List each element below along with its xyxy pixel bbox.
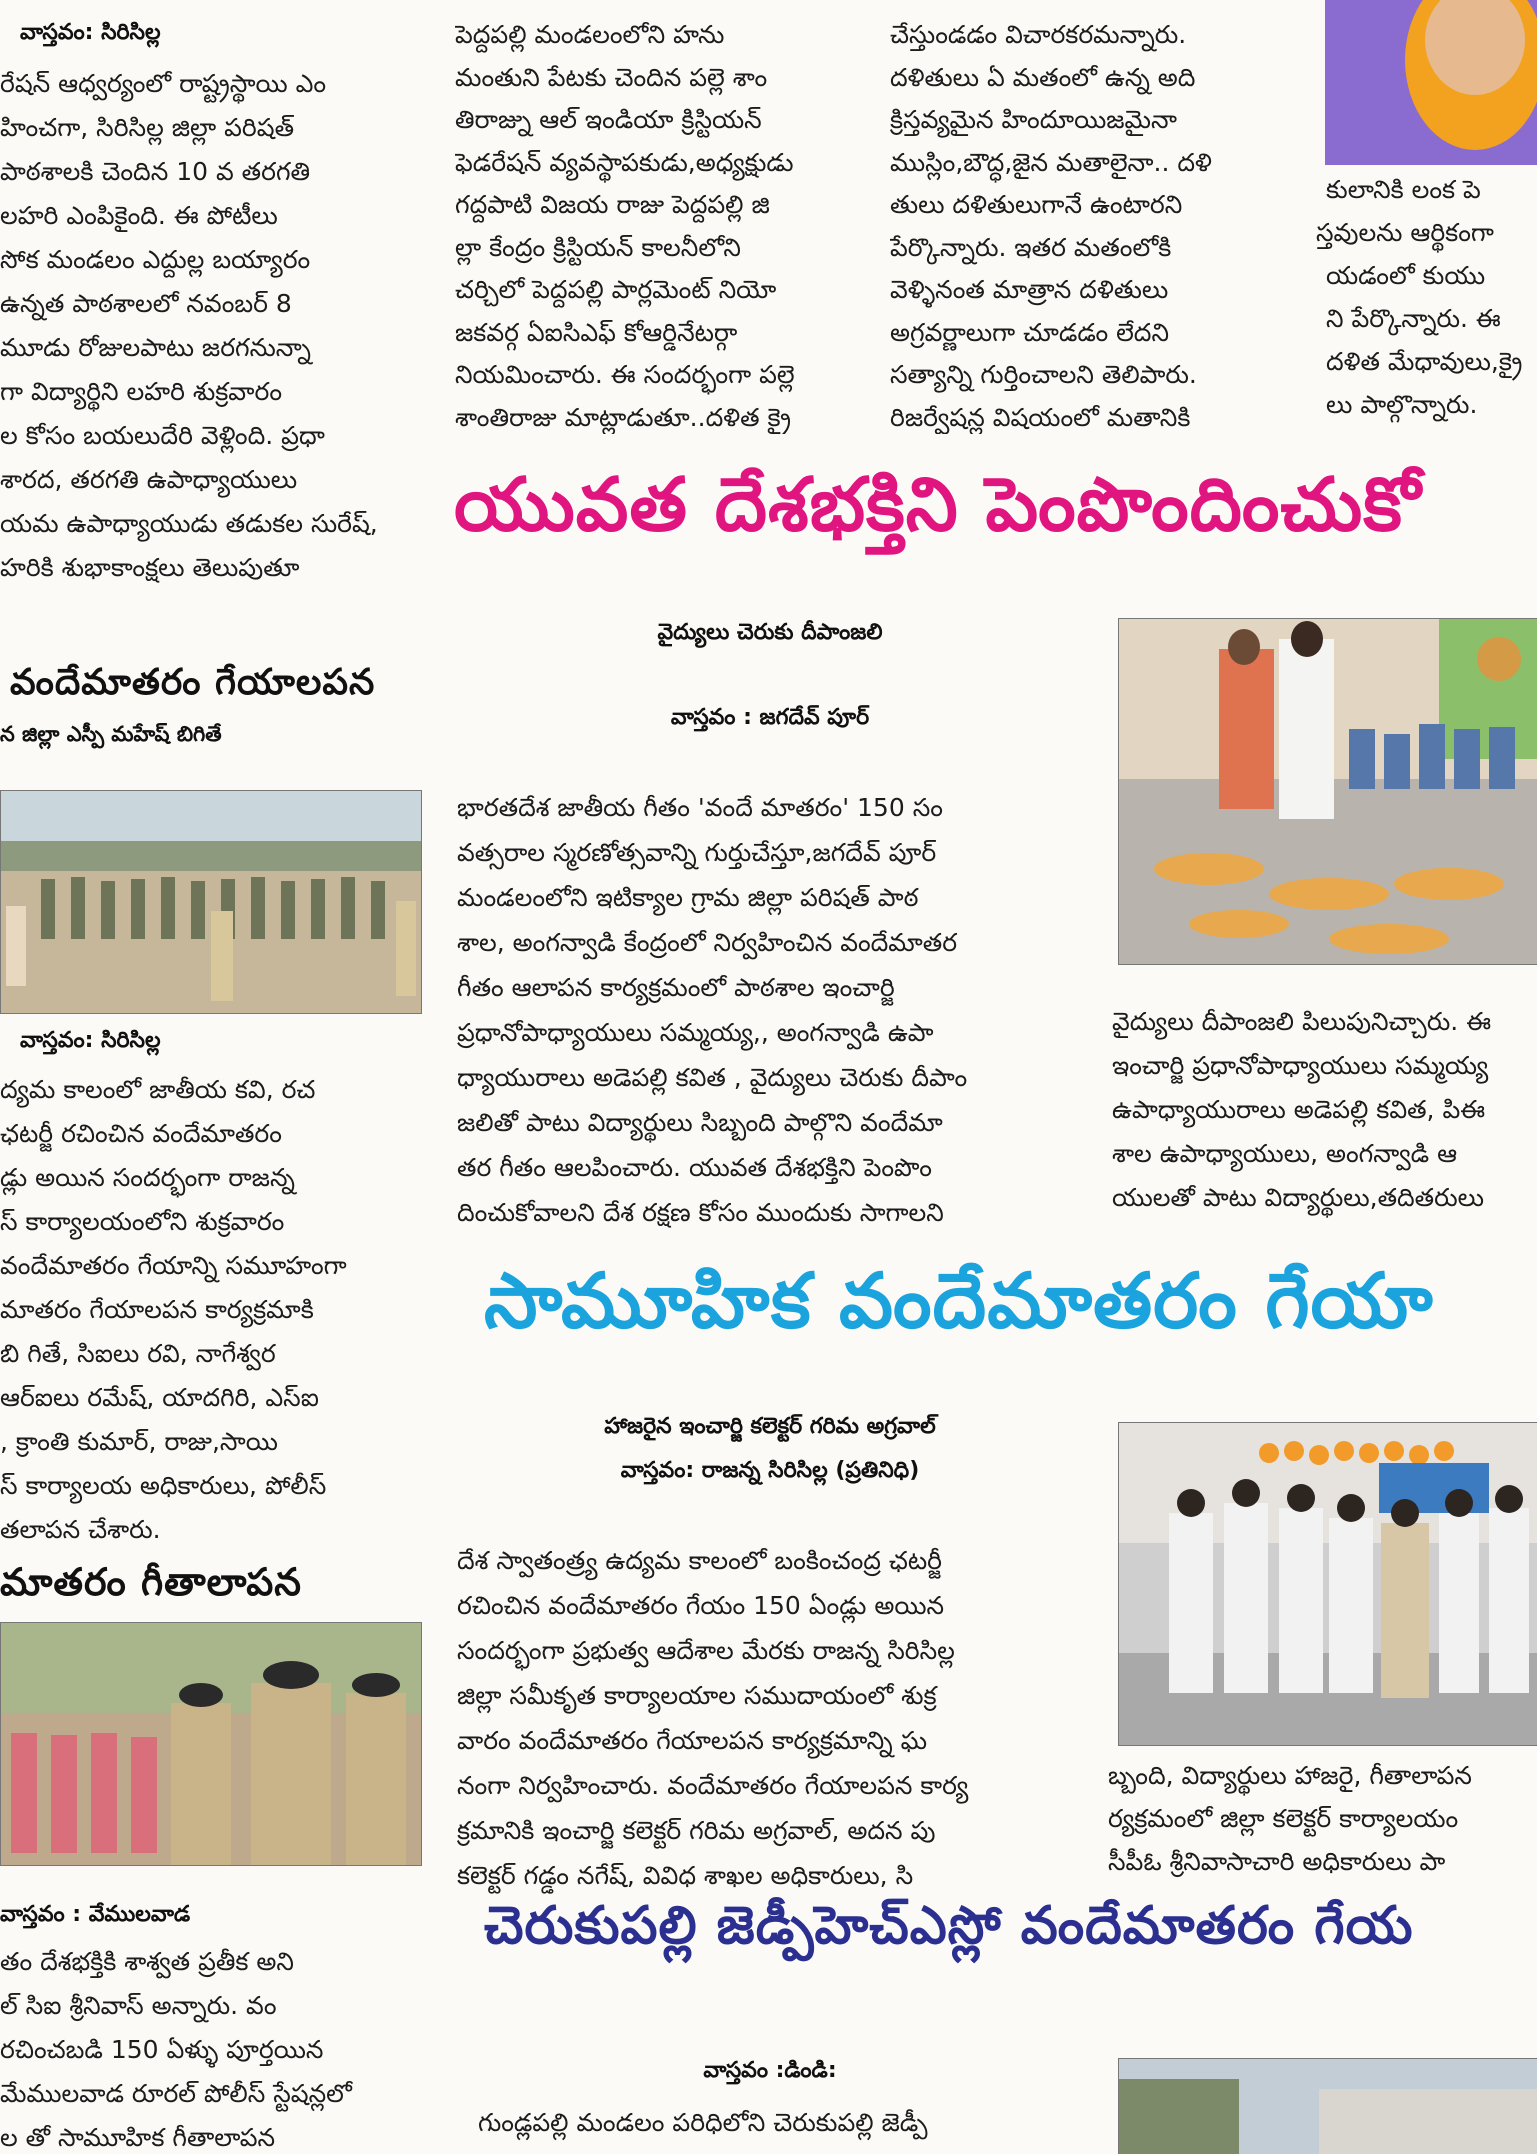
text-line: దేశ స్వాతంత్ర్య ఉద్యమ కాలంలో బంకించంద్ర ఛటర్జీ [457,1546,942,1575]
story-b-body [457,1538,968,1898]
story-c-byline: వాస్తవం :డిండి: [703,2058,837,2083]
text-line: ఫెడరేషన్ వ్యవస్థాపకుడు,అధ్యక్షుడు [455,147,794,177]
top-column-2 [890,14,1310,434]
text-line: పెద్దపల్లి మండలంలోని హను [455,20,725,49]
text-line: యమ ఉపాధ్యాయుడు తడుకల సురేష్, [0,509,378,538]
top-column-1 [455,14,875,434]
text-line: సీపీఓ శ్రీనివాసాచారి అధికారులు పా [1108,1847,1446,1876]
text-line: వైద్యులు దీపాంజలి పిలుపునిచ్చారు. ఈ [1112,1007,1492,1036]
text-line: పేర్కొన్నారు. ఇతర మతంలోకి [890,232,1172,262]
text-line: తులు దళితులుగానే ఉంటారని [890,190,1183,219]
text-line: డ్లు అయిన సందర్భంగా రాజన్న [0,1163,295,1192]
text-line: జిల్లా సమీకృత కార్యాలయాల సముదాయంలో శుక్ర [457,1681,937,1710]
text-line: తలాపన చేశారు. [0,1515,161,1544]
text-line: క్రిస్తవ్యమైన హిందూయిజమైనా [890,105,1177,134]
story-c-body [478,2100,928,2145]
left-column [0,0,430,2153]
text-line: అగ్రవర్ణాలుగా చూడడం లేదని [890,317,1169,347]
text-line: గా విద్యార్థిని లహరి శుక్రవారం [0,377,282,406]
text-line: హించగా, సిరిసిల్ల జిల్లా పరిషత్ [0,113,295,142]
story-a-body [457,785,967,1235]
text-line: తం దేశభక్తికి శాశ్వత ప్రతీక అని [0,1947,294,1976]
text-line: వెళ్ళినంత మాత్రాన దళితులు [890,275,1169,304]
text-line: ఛటర్జీ రచించిన వందేమాతరం [0,1119,282,1148]
text-line: మేములవాడ రూరల్ పోలీస్ స్టేషన్లలో [0,2079,352,2108]
text-line: బి గితే, సిఐలు రవి, నాగేశ్వర [0,1339,276,1368]
text-line: ఉన్నత పాఠశాలలో నవంబర్ 8 [0,289,292,318]
text-line: తిరాజ్ను ఆల్ ఇండియా క్రిస్టియన్ [455,105,762,134]
left-story3-headline: మాతరం గీతాలాపన [0,1560,302,1604]
text-line: చేస్తుండడం విచారకరమన్నారు. [890,20,1187,49]
left-story2-sub: న జిల్లా ఎస్పీ మహేష్ బిగితే [0,722,222,746]
left-story3-body [0,1940,352,2153]
text-line: గుండ్లపల్లి మండలం పరిధిలోని చెరుకుపల్లి జెడ్పీ [478,2108,928,2137]
story-b-byline-1: హాజరైన ఇంచార్జి కలెక్టర్ గరిమ అగ్రవాల్ [604,1414,936,1439]
text-line: సత్యాన్ని గుర్తించాలని తెలిపారు. [890,360,1197,389]
text-line: శాల ఉపాధ్యాయులు, అంగన్వాడి ఆ [1112,1139,1458,1168]
text-line: జలితో పాటు విద్యార్థులు సిబ్బంది పాల్గొని వందేమా [457,1108,943,1137]
text-line: గద్దపాటి విజయ రాజు పెద్దపల్లి జి [455,190,770,219]
text-line: రిజర్వేషన్ల విషయంలో మతానికి [890,402,1191,432]
text-line: ఆర్ఐలు రమేష్, యాదగిరి, ఎస్ఐ [0,1383,319,1412]
text-line: పాఠశాలకి చెందిన 10 వ తరగతి [0,157,311,186]
text-line: శారద, తరగతి ఉపాధ్యాయులు [0,465,298,494]
text-line: మండలంలోని ఇటిక్యాల గ్రామ జిల్లా పరిషత్ పాఠ [457,883,919,912]
text-line: మంతుని పేటకు చెందిన పల్లె శాం [455,62,768,92]
text-line: స్ కార్యాలయంలోని శుక్రవారం [0,1207,285,1236]
text-line: మూడు రోజులపాటు జరగనున్నా [0,333,311,362]
text-line: శాల, అంగన్వాడి కేంద్రంలో నిర్వహించిన వందేమాతర [457,928,958,957]
text-line: సందర్భంగా ప్రభుత్వ ఆదేశాల మేరకు రాజన్న సిరిసిల్ల [457,1636,955,1665]
anganwadi-children-photo [1118,618,1537,965]
text-line: ఇంచార్జి ప్రధానోపాధ్యాయులు సమ్మయ్య [1112,1051,1489,1080]
text-line: దళితులు ఏ మతంలో ఉన్న అది [890,62,1196,92]
story-a-byline-1: వైద్యులు చెరుకు దీపాంజలి [657,620,883,645]
text-line: ధ్యాయురాలు అడెపల్లి కవిత , వైద్యులు చెరుకు దీపాం [457,1063,968,1092]
text-line: వందేమాతరం గేయాన్ని సమూహంగా [0,1251,347,1280]
left-top-body [0,62,378,590]
left-story2-body [0,1068,347,1552]
text-line: తర గీతం ఆలపించారు. యువత దేశభక్తిని పెంపొం [457,1153,932,1182]
text-line: , క్రాంతి కుమార్, రాజు,సాయి [0,1427,278,1456]
text-line: కులానికి లంక పె [1326,175,1481,204]
top-column-3 [1310,168,1537,438]
story-b-headline: సామూహిక వందేమాతరం గేయా [484,1256,1434,1345]
police-parade-photo [0,790,422,1014]
text-line: ల కోసం బయలుదేరి వెళ్లింది. ప్రధా [0,421,325,450]
left-story2-byline: వాస్తవం: సిరిసిల్ల [20,1028,161,1053]
story-a-right-body [1112,1000,1537,1220]
left-story3-byline: వాస్తవం : వేములవాడ [0,1902,191,1927]
text-line: ని పేర్కొన్నారు. ఈ [1326,304,1501,333]
text-line: చర్చిలో పెద్దపల్లి పార్లమెంట్ నియో [455,275,777,304]
text-line: స్ కార్యాలయ అధికారులు, పోలీస్ [0,1471,327,1500]
text-line: రేషన్ ఆధ్వర్యంలో రాష్ట్రస్థాయి ఎం [0,69,327,98]
text-line: లహరి ఎంపికైంది. ఈ పోటీలు [0,201,278,230]
story-a-headline: యువత దేశభక్తిని పెంపొందించుకో [454,462,1422,548]
text-line: దించుకోవాలని దేశ రక్షణ కోసం ముందుకు సాగాలని [457,1198,944,1227]
text-line: గీతం ఆలాపన కార్యక్రమంలో పాఠశాల ఇంచార్జి [457,973,895,1002]
text-line: యులతో పాటు విద్యార్థులు,తదితరులు [1112,1183,1484,1212]
text-line: వత్సరాల స్మరణోత్సవాన్ని గుర్తుచేస్తూ,జగదేవ్ పూర్ [457,838,937,867]
text-line: ఉపాధ్యాయురాలు అడెపల్లి కవిత, పిఈ [1112,1095,1486,1124]
story-a-byline-2: వాస్తవం : జగదేవ్ పూర్ [670,705,870,730]
text-line: లు పాల్గొన్నారు. [1326,390,1478,419]
text-line: సోక మండలం ఎద్దుల్ల బయ్యారం [0,245,311,274]
text-line: కలెక్టర్ గడ్డం నగేష్, వివిధ శాఖల అధికారులు, సి [457,1861,914,1890]
text-line: భారతదేశ జాతీయ గీతం 'వందే మాతరం' 150 సం [457,793,943,822]
story-c [440,1888,1537,1978]
text-line: ల్లా కేంద్రం క్రిస్టియన్ కాలనీలోని [455,232,741,262]
text-line: నియమించారు. ఈ సందర్భంగా పల్లె [455,360,795,389]
left-top-byline: వాస్తవం: సిరిసిల్ల [20,20,161,45]
left-story2-headline: వందేమాతరం గేయాలపన [10,662,376,703]
text-line: హరికి శుభాకాంక్షలు తెలుపుతూ [0,553,300,582]
text-line: ముస్లిం,బౌద్ధ,జైన మతాలైనా.. దళి [890,147,1212,177]
text-line: నంగా నిర్వహించారు. వందేమాతరం గేయాలపన కార్య [457,1771,969,1800]
text-line: ల తో సామూహిక గీతాలాపన [0,2123,276,2152]
text-line: దళిత మేధావులు,క్రై [1326,347,1523,376]
school-building-photo [1118,2058,1537,2154]
text-line: స్తవులను ఆర్థికంగా [1316,218,1494,247]
text-line: వారం వందేమాతరం గేయాలపన కార్యక్రమాన్ని ఘ [457,1726,928,1755]
text-line: శాంతిరాజు మాట్లాడుతూ..దళిత క్రై [455,402,792,432]
text-line: ల్ సిఐ శ్రీనివాస్ అన్నారు. వం [0,1991,277,2020]
story-b-right-body [1108,1754,1537,1883]
text-line: క్రమానికి ఇంచార్జి కలెక్టర్ గరిమ అగ్రవాల్, అదన పు [457,1816,936,1845]
school-police-photo [0,1622,422,1866]
portrait-photo [1325,0,1537,165]
text-line: మాతరం గేయాలపన కార్యక్రమాకి [0,1295,314,1324]
text-line: బ్బంది, విద్యార్థులు హాజరై, గీతాలాపన [1108,1761,1472,1790]
text-line: జకవర్గ ఏఐసిఎఫ్ కోఆర్డినేటర్గా [455,317,738,347]
text-line: రచించిన వందేమాతరం గేయం 150 ఏండ్లు అయిన [457,1591,945,1620]
story-b [440,1250,1537,1360]
text-line: ర్యక్రమంలో జిల్లా కలెక్టర్ కార్యాలయం [1108,1804,1459,1833]
text-line: ప్రధానోపాధ్యాయులు సమ్మయ్య,, అంగన్వాడి ఉపా [457,1018,934,1047]
text-line: యడంలో కుయు [1326,261,1486,290]
collectorate-event-photo [1118,1422,1537,1746]
story-c-headline: చెరుకుపల్లి జెడ్పీహెచ్ఎస్లో వందేమాతరం గేయ [484,1896,1414,1956]
text-line: రచించబడి 150 ఏళ్ళు పూర్తయిన [0,2035,324,2064]
story-b-byline-2: వాస్తవం: రాజన్న సిరిసిల్ల (ప్రతినిధి) [620,1458,920,1483]
text-line: ద్యమ కాలంలో జాతీయ కవి, రచ [0,1075,316,1104]
